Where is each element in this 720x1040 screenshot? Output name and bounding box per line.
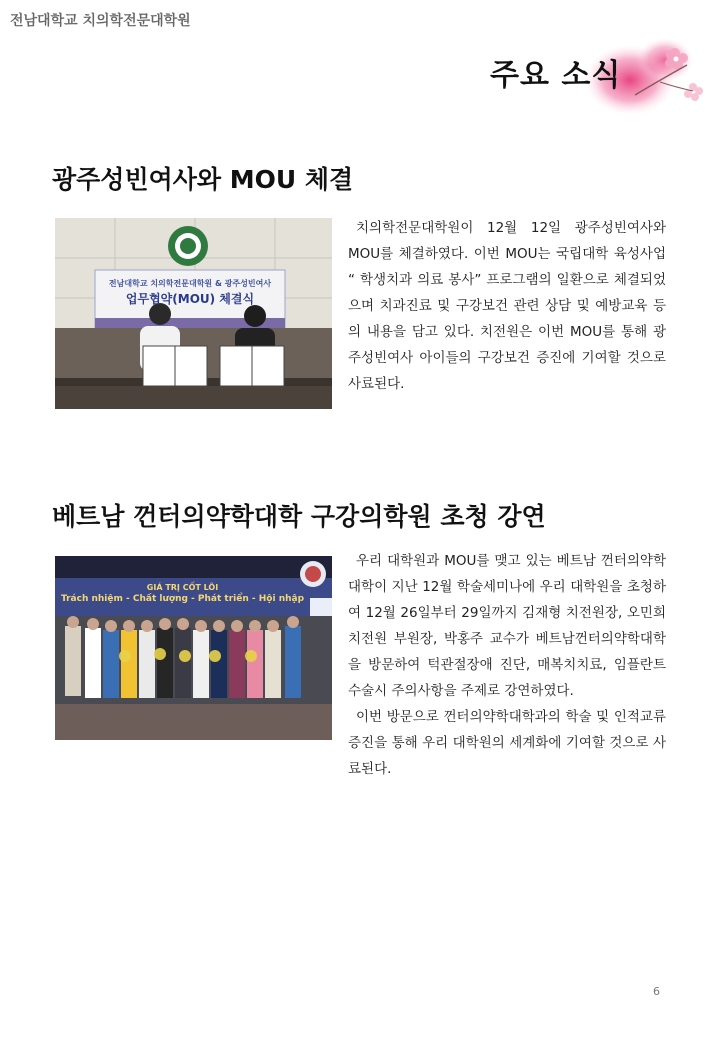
- paragraph: 치의학전문대학원이 12월 12일 광주성빈여사와 MOU를 체결하였다. 이번 MOU는 국립대학 육성사업 “ 학생치과 의료 봉사” 프로그램의 일환으로 체결되었으며 치과진료 및 구강보건 관련 상담 및 예방교육 등의 내용을 담고 있다. 치전원은 이번 MOU를 통해 광주성빈여사 아이들의 구강보건 증진에 기여할 것으로 사료된다.: [348, 220, 666, 392]
- institution-header: 전남대학교 치의학전문대학원: [10, 13, 191, 29]
- page-number: 6: [653, 985, 660, 998]
- paragraph: 우리 대학원과 MOU를 맺고 있는 베트남 껀터의약학대학이 지난 12월 학술세미나에 우리 대학원을 초청하여 12월 26일부터 29일까지 김재형 치전원장, 오민희 치전원 부원장, 박홍주 교수가 베트남껀터의약학대학을 방문하여 턱관절장애 진단, 매복치치료, 임플란트 수술시 주의사항을 주제로 강연하였다.: [348, 553, 666, 699]
- vietnam-group-photo: [55, 556, 332, 740]
- mou-banner-line1: 전남대학교 치의학전문대학원 & 광주성빈여사: [108, 279, 272, 288]
- mou-banner-line2: 업무협약(MOU) 체결식: [125, 292, 255, 306]
- vietnam-banner-line2: Trách nhiệm - Chất lượng - Phát triển - Hội nhập: [60, 594, 305, 604]
- article-body-mou: [348, 215, 666, 397]
- article-title-vietnam: 베트남 껀터의약학대학 구강의학원 초청 강연: [52, 502, 546, 531]
- article-body-vietnam: [348, 548, 666, 782]
- vietnam-banner-line1: GIÁ TRỊ CỐT LÕI: [146, 583, 219, 592]
- article-title-mou: 광주성빈여사와 MOU 체결: [52, 165, 354, 194]
- section-title: 주요 소식: [490, 58, 622, 93]
- mou-ceremony-photo: [55, 218, 332, 409]
- paragraph: 이번 방문으로 껀터의약학대학과의 학술 및 인적교류 증진을 통해 우리 대학원의 세계화에 기여할 것으로 사료된다.: [348, 709, 666, 777]
